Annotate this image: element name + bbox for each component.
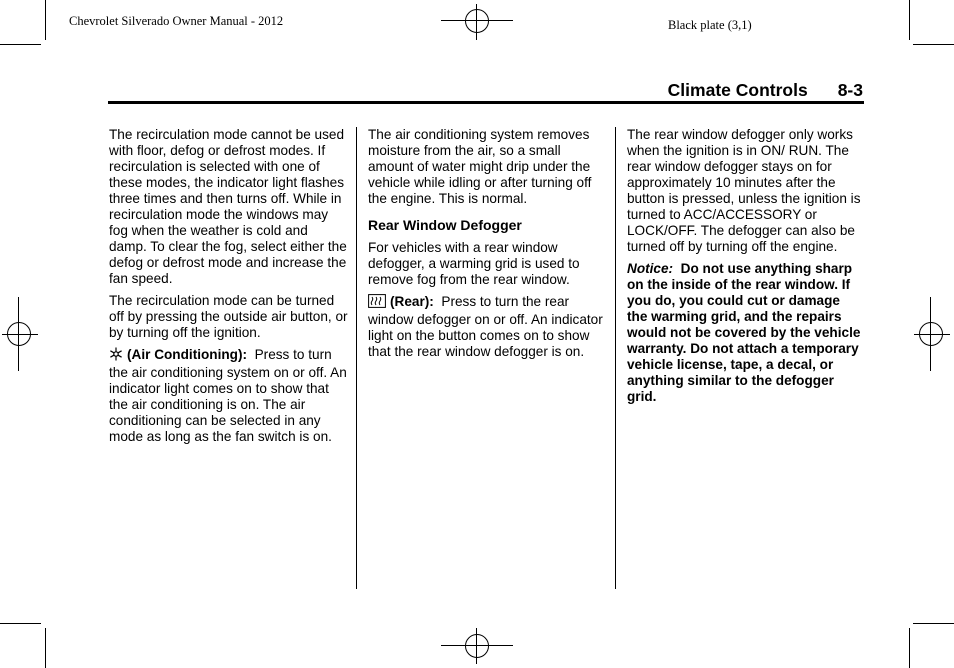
ac-text: Press to turn the air conditioning system on or off. An indicator light comes on to show that the air conditioning is on. The air conditioning can be selected in any mode as long as the fan switch is on.	[109, 347, 347, 444]
paragraph: The recirculation mode can be turned off by pressing the outside air button, or by turning off the ignition.	[109, 293, 348, 340]
crop-mark	[0, 623, 41, 624]
column-divider	[356, 127, 357, 589]
ac-paragraph	[109, 347, 349, 445]
printer-slug-left: Chevrolet Silverado Owner Manual - 2012	[69, 14, 284, 28]
paragraph: The rear window defogger only works when the ignition is in ON/ RUN. The rear window defogger stays on for approximately 10 minutes after the button is pressed, unless the ignition is turned to ACC/ACCESSORY or LOCK/OFF. The defogger can also be turned off by turning off the engine.	[627, 127, 861, 254]
paragraph: The air conditioning system removes moisture from the air, so a small amount of water might drip under the vehicle while idling or after turning off the engine. This is normal.	[368, 127, 592, 206]
notice-paragraph	[627, 261, 863, 405]
rear-text: Press to turn the rear window defogger on or off. An indicator light on the button comes on to show that the rear window defogger is on.	[368, 294, 603, 359]
header-rule	[108, 101, 864, 104]
rear-paragraph	[368, 294, 603, 360]
crop-mark	[913, 44, 954, 45]
page-number: 8-3	[837, 80, 863, 100]
column-2	[368, 127, 603, 366]
running-header	[668, 80, 863, 101]
column-1	[109, 127, 349, 451]
paragraph: The recirculation mode cannot be used with floor, defog or defrost modes. If recirculation is selected with one of these modes, the indicator light flashes three times and then turns off. While in recirculation mode the windows may fog when the weather is cold and damp. To clear the fog, select either the defog or defrost mode and increase the fan speed.	[109, 127, 347, 286]
crop-mark	[45, 628, 46, 668]
ac-label: (Air Conditioning):	[127, 347, 248, 362]
notice-label: Notice:	[627, 261, 674, 276]
column-divider	[615, 127, 616, 589]
section-heading: Rear Window Defogger	[368, 217, 522, 233]
crop-mark	[45, 0, 46, 40]
notice-text: Do not use anything sharp on the inside of the rear window. If you do, you could cut or damage the warming grid, and the repairs would not be covered by the vehicle warranty. Do not attach a temporary vehicle license, tape, a decal, or anything similar to the defogger grid.	[627, 261, 861, 404]
printer-slug-right: Black plate (3,1)	[668, 18, 752, 32]
rear-label: (Rear):	[390, 294, 434, 309]
crop-mark	[909, 628, 910, 668]
rear-defogger-icon	[368, 294, 386, 312]
crop-mark	[913, 623, 954, 624]
crop-mark	[0, 44, 41, 45]
paragraph: For vehicles with a rear window defogger, a warming grid is used to remove fog from the rear window.	[368, 240, 580, 287]
section-title: Climate Controls	[667, 80, 808, 100]
snowflake-icon	[109, 347, 123, 365]
column-3	[627, 127, 863, 411]
crop-mark	[909, 0, 910, 40]
